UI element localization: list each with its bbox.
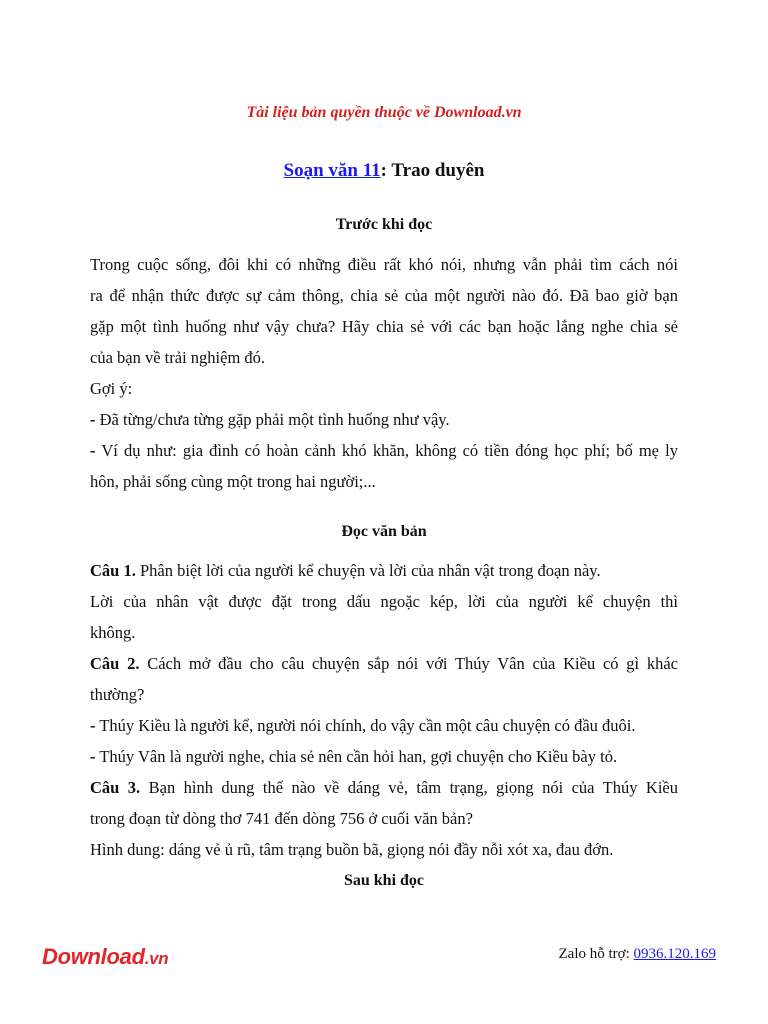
question-label: Câu 3. <box>90 778 141 797</box>
hint-bullet-2 <box>90 435 678 466</box>
intro-paragraph <box>90 249 678 497</box>
reading-questions <box>90 555 678 865</box>
page-title <box>0 160 768 182</box>
support-contact <box>559 946 717 963</box>
section-heading-before-reading: Trước khi đọc <box>335 216 433 233</box>
support-label: Zalo hỗ trợ: <box>558 946 634 962</box>
answer-2-item-1 <box>90 710 678 741</box>
answer-text: Thúy Kiều là người kể, người nói chính, do vậy cần một câu chuyện có đầu đuôi. <box>95 716 636 735</box>
section-heading-after-reading: Sau khi đọc <box>343 872 425 889</box>
logo-main-text: Download <box>42 944 145 969</box>
bullet-dash: - <box>90 441 96 460</box>
question-1 <box>90 555 678 586</box>
intro-line: của bạn về trải nghiệm đó. <box>90 348 266 367</box>
intro-line: gặp một tình huống như vậy chưa? Hãy chia sẻ với các bạn hoặc lắng nghe chia sẻ <box>90 317 678 336</box>
answer-2-item-2 <box>90 741 678 772</box>
hint-bullet-2-cont: hôn, phải sống cùng một trong hai người;... <box>90 472 376 491</box>
logo-suffix-text: .vn <box>144 949 169 968</box>
title-rest: : Trao duyên <box>380 160 485 181</box>
download-logo[interactable] <box>42 944 168 970</box>
copyright-notice: Tài liệu bản quyền thuộc về Download.vn <box>246 104 522 121</box>
hint-bullet-1 <box>90 404 678 435</box>
answer-3: Hình dung: dáng vẻ ủ rũ, tâm trạng buồn bã, giọng nói đầy nỗi xót xa, đau đớn. <box>90 840 614 859</box>
title-link[interactable]: Soạn văn 11 <box>283 160 381 181</box>
question-label: Câu 1. <box>90 561 136 580</box>
question-2-cont: thường? <box>90 685 145 704</box>
answer-text: Thúy Vân là người nghe, chia sẻ nên cần hỏi han, gợi chuyện cho Kiều bày tỏ. <box>95 747 618 766</box>
question-text: Bạn hình dung thế nào về dáng vẻ, tâm trạng, giọng nói của Thúy Kiều <box>140 778 679 797</box>
answer-1: Lời của nhân vật được đặt trong dấu ngoặc kép, lời của người kể chuyện thì <box>90 592 678 611</box>
question-2 <box>90 648 678 679</box>
question-label: Câu 2. <box>90 654 140 673</box>
section-heading-reading: Đọc văn bản <box>341 523 427 540</box>
hint-bullet-text: Đã từng/chưa từng gặp phải một tình huống như vậy. <box>95 410 450 429</box>
bullet-dash: - <box>90 410 96 429</box>
question-3-cont: trong đoạn từ dòng thơ 741 đến dòng 756 ở cuối văn bản? <box>90 809 473 828</box>
hint-bullet-text: Ví dụ như: gia đình có hoàn cảnh khó khăn, không có tiền đóng học phí; bố mẹ ly <box>95 441 678 460</box>
question-3 <box>90 772 678 803</box>
intro-line: Trong cuộc sống, đôi khi có những điều rất khó nói, nhưng vẫn phải tìm cách nói <box>90 255 678 274</box>
question-text: Phân biệt lời của người kể chuyện và lời của nhân vật trong đoạn này. <box>135 561 601 580</box>
bullet-dash: - <box>90 716 96 735</box>
hint-label: Gợi ý: <box>90 379 133 398</box>
bullet-dash: - <box>90 747 96 766</box>
question-text: Cách mở đầu cho câu chuyện sắp nói với Thúy Vân của Kiều có gì khác <box>139 654 678 673</box>
answer-1-cont: không. <box>90 623 136 642</box>
intro-line: ra để nhận thức được sự cảm thông, chia sẻ của một người nào đó. Đã bao giờ bạn <box>90 286 678 305</box>
support-phone-link[interactable]: 0936.120.169 <box>633 946 716 962</box>
